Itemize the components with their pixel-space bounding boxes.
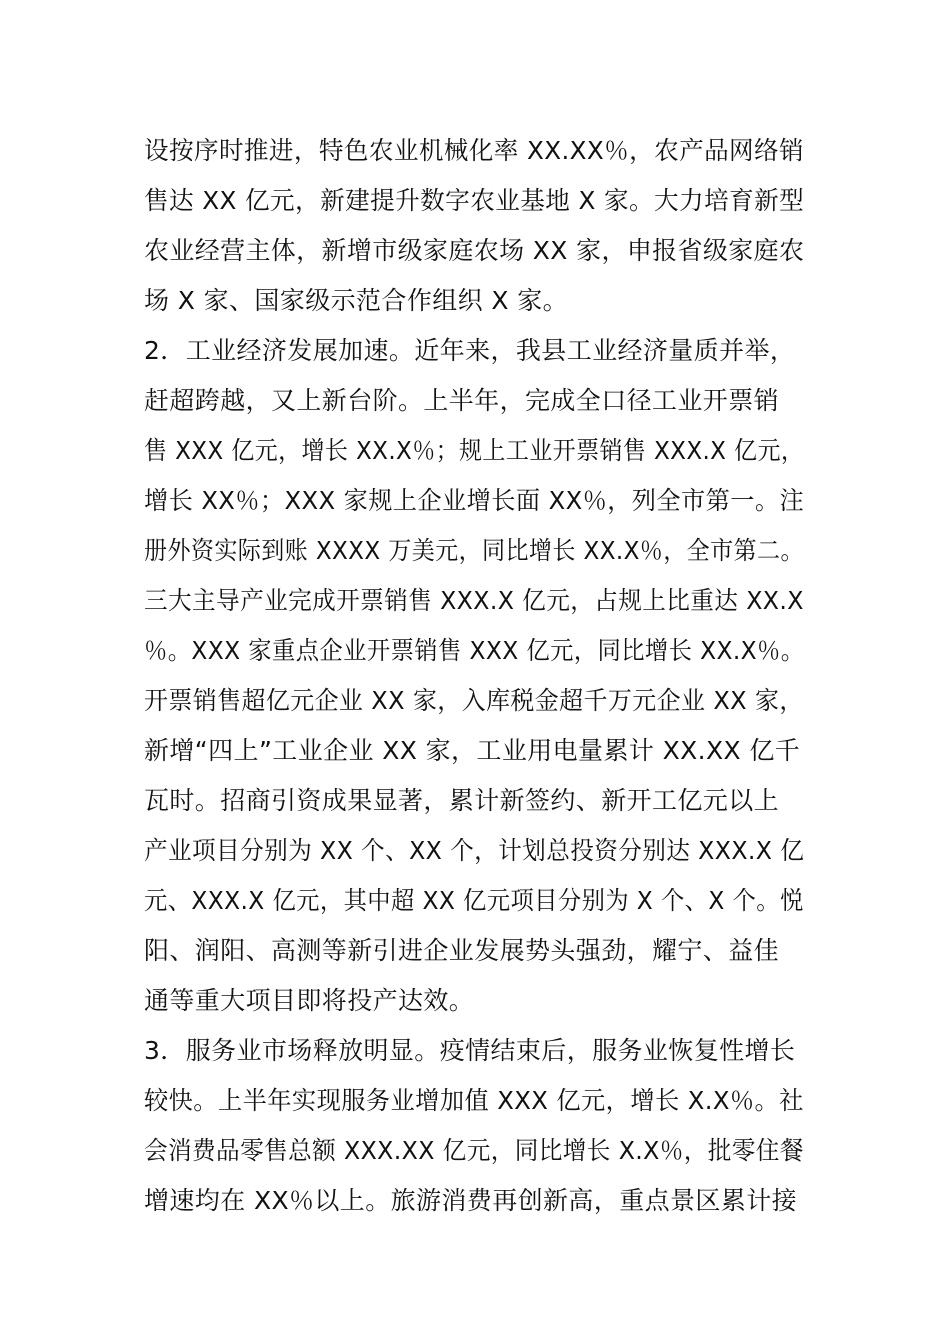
text-line: 售 XXX 亿元，增长 XX.X％；规上工业开票销售 XXX.X 亿元， — [144, 436, 805, 465]
section-heading-line: 3．服务业市场释放明显。疫情结束后，服务业恢复性增长 — [144, 1036, 796, 1065]
text-line: 元、XXX.X 亿元，其中超 XX 亿元项目分别为 X 个、X 个。悦 — [144, 886, 804, 915]
text-line: 增长 XX％；XXX 家规上企业增长面 XX％，列全市第一。注 — [144, 486, 805, 515]
text-line: 增速均在 XX％以上。旅游消费再创新高，重点景区累计接 — [144, 1186, 798, 1215]
text-line: 三大主导产业完成开票销售 XXX.X 亿元，占规上比重达 XX.X — [144, 586, 804, 615]
text-line: 通等重大项目即将投产达效。 — [144, 986, 475, 1015]
section-heading-line: 2．工业经济发展加速。近年来，我县工业经济量质并举， — [144, 336, 796, 365]
text-line: 产业项目分别为 XX 个、XX 个，计划总投资分别达 XXX.X 亿 — [144, 836, 805, 865]
text-line: 会消费品零售总额 XXX.XX 亿元，同比增长 X.X％，批零住餐 — [144, 1136, 804, 1165]
text-line: 设按序时推进，特色农业机械化率 XX.XX％，农产品网络销 — [144, 136, 805, 165]
text-line: 较快。上半年实现服务业增加值 XXX 亿元，增长 X.X％。社 — [144, 1086, 804, 1115]
text-line: ％。XXX 家重点企业开票销售 XXX 亿元，同比增长 XX.X％。 — [144, 636, 805, 665]
text-line: 瓦时。招商引资成果显著，累计新签约、新开工亿元以上 — [144, 786, 780, 815]
text-line: 售达 XX 亿元，新建提升数字农业基地 X 家。大力培育新型 — [144, 186, 805, 215]
text-line: 册外资实际到账 XXXX 万美元，同比增长 XX.X％，全市第二。 — [144, 536, 804, 565]
text-line: 开票销售超亿元企业 XX 家，入库税金超千万元企业 XX 家， — [144, 686, 804, 715]
text-line: 赶超跨越，又上新台阶。上半年，完成全口径工业开票销 — [144, 386, 780, 415]
text-line: 场 X 家、国家级示范合作组织 X 家。 — [144, 286, 569, 315]
text-line: 阳、润阳、高测等新引进企业发展势头强劲，耀宁、益佳 — [144, 936, 780, 965]
text-line: 农业经营主体，新增市级家庭农场 XX 家，申报省级家庭农 — [144, 236, 805, 265]
text-line: 新增“四上”工业企业 XX 家，工业用电量累计 XX.XX 亿千 — [144, 736, 801, 765]
